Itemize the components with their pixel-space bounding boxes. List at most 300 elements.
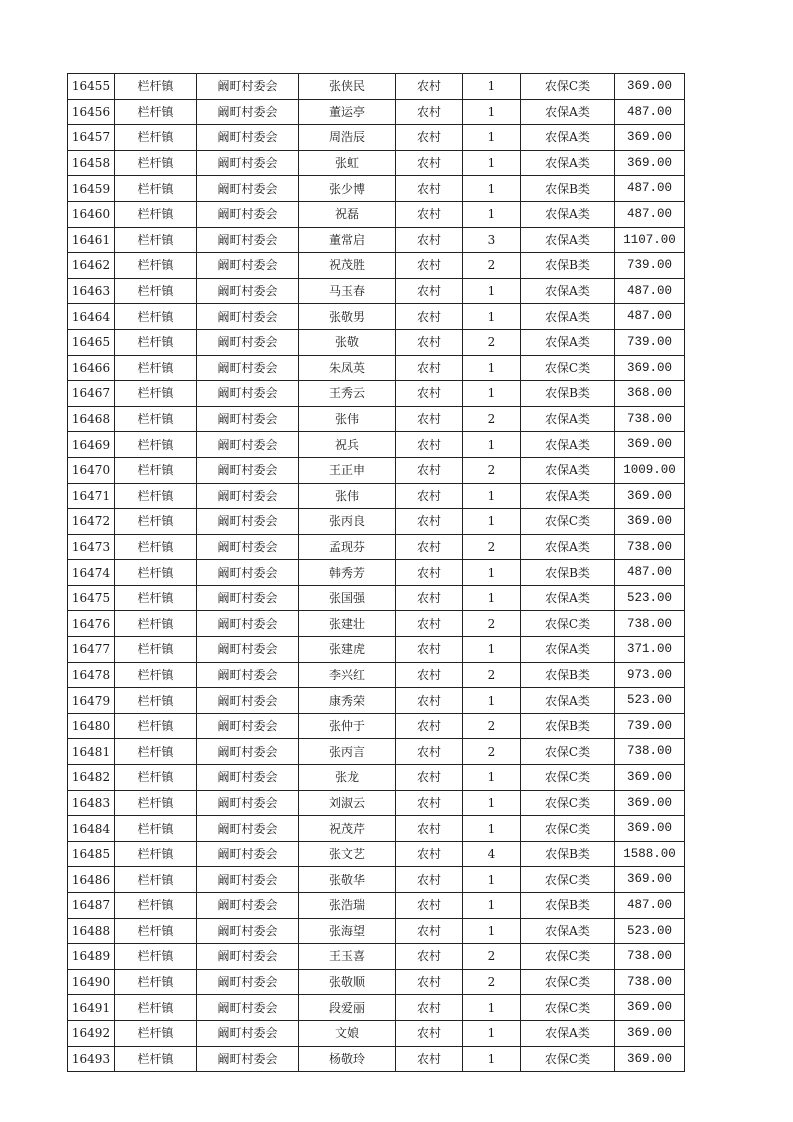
person-name-cell: 祝兵 — [299, 432, 396, 458]
village-committee-cell: 阚町村委会 — [197, 355, 299, 381]
record-id-cell: 16491 — [68, 995, 115, 1021]
residence-type-cell: 农村 — [396, 1020, 463, 1046]
record-id-cell: 16455 — [68, 74, 115, 100]
amount-cell: 1009.00 — [615, 457, 685, 483]
town-cell: 栏杆镇 — [115, 841, 197, 867]
table-row — [68, 969, 685, 995]
insurance-category-cell: 农保A类 — [521, 534, 615, 560]
record-id-cell: 16489 — [68, 944, 115, 970]
amount-cell: 369.00 — [615, 432, 685, 458]
insurance-category-cell: 农保A类 — [521, 304, 615, 330]
household-count-cell: 2 — [463, 662, 521, 688]
person-name-cell: 张少博 — [299, 176, 396, 202]
residence-type-cell: 农村 — [396, 585, 463, 611]
record-id-cell: 16480 — [68, 713, 115, 739]
record-id-cell: 16482 — [68, 765, 115, 791]
household-count-cell: 1 — [463, 688, 521, 714]
person-name-cell: 张虹 — [299, 150, 396, 176]
town-cell: 栏杆镇 — [115, 611, 197, 637]
town-cell: 栏杆镇 — [115, 765, 197, 791]
table-row — [68, 765, 685, 791]
amount-cell: 487.00 — [615, 893, 685, 919]
household-count-cell: 2 — [463, 969, 521, 995]
amount-cell: 738.00 — [615, 739, 685, 765]
residence-type-cell: 农村 — [396, 483, 463, 509]
table-row — [68, 534, 685, 560]
amount-cell: 738.00 — [615, 944, 685, 970]
residence-type-cell: 农村 — [396, 893, 463, 919]
household-count-cell: 1 — [463, 765, 521, 791]
residence-type-cell: 农村 — [396, 790, 463, 816]
person-name-cell: 康秀荣 — [299, 688, 396, 714]
household-count-cell: 3 — [463, 227, 521, 253]
record-id-cell: 16468 — [68, 406, 115, 432]
village-committee-cell: 阚町村委会 — [197, 483, 299, 509]
insurance-category-cell: 农保B类 — [521, 841, 615, 867]
person-name-cell: 董常启 — [299, 227, 396, 253]
village-committee-cell: 阚町村委会 — [197, 227, 299, 253]
amount-cell: 487.00 — [615, 278, 685, 304]
residence-type-cell: 农村 — [396, 969, 463, 995]
town-cell: 栏杆镇 — [115, 329, 197, 355]
table-row — [68, 227, 685, 253]
town-cell: 栏杆镇 — [115, 99, 197, 125]
household-count-cell: 1 — [463, 560, 521, 586]
insurance-category-cell: 农保A类 — [521, 406, 615, 432]
person-name-cell: 段爱丽 — [299, 995, 396, 1021]
residence-type-cell: 农村 — [396, 918, 463, 944]
insurance-category-cell: 农保B类 — [521, 253, 615, 279]
amount-cell: 738.00 — [615, 534, 685, 560]
record-id-cell: 16487 — [68, 893, 115, 919]
residence-type-cell: 农村 — [396, 713, 463, 739]
household-count-cell: 1 — [463, 483, 521, 509]
record-id-cell: 16488 — [68, 918, 115, 944]
insurance-category-cell: 农保C类 — [521, 1046, 615, 1072]
record-id-cell: 16479 — [68, 688, 115, 714]
table-row — [68, 406, 685, 432]
records-table-body — [68, 74, 685, 1072]
village-committee-cell: 阚町村委会 — [197, 534, 299, 560]
town-cell: 栏杆镇 — [115, 278, 197, 304]
table-row — [68, 1046, 685, 1072]
household-count-cell: 1 — [463, 1020, 521, 1046]
town-cell: 栏杆镇 — [115, 509, 197, 535]
residence-type-cell: 农村 — [396, 611, 463, 637]
insurance-category-cell: 农保C类 — [521, 355, 615, 381]
amount-cell: 369.00 — [615, 74, 685, 100]
village-committee-cell: 阚町村委会 — [197, 1046, 299, 1072]
insurance-category-cell: 农保A类 — [521, 483, 615, 509]
insurance-category-cell: 农保A类 — [521, 1020, 615, 1046]
residence-type-cell: 农村 — [396, 509, 463, 535]
household-count-cell: 1 — [463, 125, 521, 151]
household-count-cell: 1 — [463, 867, 521, 893]
household-count-cell: 2 — [463, 713, 521, 739]
amount-cell: 369.00 — [615, 125, 685, 151]
insurance-category-cell: 农保A类 — [521, 432, 615, 458]
insurance-category-cell: 农保A类 — [521, 227, 615, 253]
residence-type-cell: 农村 — [396, 150, 463, 176]
person-name-cell: 张敬顺 — [299, 969, 396, 995]
person-name-cell: 文娘 — [299, 1020, 396, 1046]
person-name-cell: 张敬华 — [299, 867, 396, 893]
insurance-category-cell: 农保C类 — [521, 765, 615, 791]
insurance-category-cell: 农保A类 — [521, 918, 615, 944]
person-name-cell: 张文艺 — [299, 841, 396, 867]
record-id-cell: 16470 — [68, 457, 115, 483]
person-name-cell: 张海望 — [299, 918, 396, 944]
person-name-cell: 张龙 — [299, 765, 396, 791]
household-count-cell: 1 — [463, 74, 521, 100]
amount-cell: 973.00 — [615, 662, 685, 688]
village-committee-cell: 阚町村委会 — [197, 765, 299, 791]
town-cell: 栏杆镇 — [115, 125, 197, 151]
residence-type-cell: 农村 — [396, 406, 463, 432]
record-id-cell: 16481 — [68, 739, 115, 765]
record-id-cell: 16459 — [68, 176, 115, 202]
person-name-cell: 祝茂胜 — [299, 253, 396, 279]
insurance-category-cell: 农保C类 — [521, 509, 615, 535]
village-committee-cell: 阚町村委会 — [197, 816, 299, 842]
insurance-category-cell: 农保A类 — [521, 150, 615, 176]
town-cell: 栏杆镇 — [115, 918, 197, 944]
town-cell: 栏杆镇 — [115, 432, 197, 458]
town-cell: 栏杆镇 — [115, 944, 197, 970]
table-row — [68, 1020, 685, 1046]
household-count-cell: 2 — [463, 534, 521, 560]
insurance-category-cell: 农保B类 — [521, 560, 615, 586]
amount-cell: 369.00 — [615, 1020, 685, 1046]
town-cell: 栏杆镇 — [115, 867, 197, 893]
table-row — [68, 125, 685, 151]
household-count-cell: 1 — [463, 509, 521, 535]
household-count-cell: 1 — [463, 278, 521, 304]
town-cell: 栏杆镇 — [115, 483, 197, 509]
village-committee-cell: 阚町村委会 — [197, 893, 299, 919]
insurance-category-cell: 农保A类 — [521, 688, 615, 714]
amount-cell: 369.00 — [615, 150, 685, 176]
record-id-cell: 16477 — [68, 637, 115, 663]
record-id-cell: 16465 — [68, 329, 115, 355]
table-row — [68, 637, 685, 663]
town-cell: 栏杆镇 — [115, 1046, 197, 1072]
village-committee-cell: 阚町村委会 — [197, 509, 299, 535]
residence-type-cell: 农村 — [396, 304, 463, 330]
town-cell: 栏杆镇 — [115, 969, 197, 995]
record-id-cell: 16476 — [68, 611, 115, 637]
household-count-cell: 1 — [463, 201, 521, 227]
table-row — [68, 278, 685, 304]
amount-cell: 368.00 — [615, 381, 685, 407]
record-id-cell: 16471 — [68, 483, 115, 509]
record-id-cell: 16463 — [68, 278, 115, 304]
insurance-category-cell: 农保C类 — [521, 867, 615, 893]
town-cell: 栏杆镇 — [115, 534, 197, 560]
residence-type-cell: 农村 — [396, 329, 463, 355]
residence-type-cell: 农村 — [396, 560, 463, 586]
household-count-cell: 1 — [463, 355, 521, 381]
insurance-category-cell: 农保B类 — [521, 662, 615, 688]
village-committee-cell: 阚町村委会 — [197, 278, 299, 304]
person-name-cell: 王秀云 — [299, 381, 396, 407]
person-name-cell: 张丙言 — [299, 739, 396, 765]
record-id-cell: 16461 — [68, 227, 115, 253]
village-committee-cell: 阚町村委会 — [197, 688, 299, 714]
person-name-cell: 张敬 — [299, 329, 396, 355]
household-count-cell: 2 — [463, 611, 521, 637]
amount-cell: 369.00 — [615, 816, 685, 842]
household-count-cell: 1 — [463, 816, 521, 842]
record-id-cell: 16478 — [68, 662, 115, 688]
amount-cell: 487.00 — [615, 304, 685, 330]
insurance-category-cell: 农保A类 — [521, 201, 615, 227]
table-row — [68, 253, 685, 279]
amount-cell: 523.00 — [615, 688, 685, 714]
town-cell: 栏杆镇 — [115, 253, 197, 279]
person-name-cell: 周浩辰 — [299, 125, 396, 151]
record-id-cell: 16456 — [68, 99, 115, 125]
record-id-cell: 16472 — [68, 509, 115, 535]
insurance-category-cell: 农保C类 — [521, 74, 615, 100]
insurance-category-cell: 农保C类 — [521, 790, 615, 816]
amount-cell: 369.00 — [615, 1046, 685, 1072]
village-committee-cell: 阚町村委会 — [197, 662, 299, 688]
town-cell: 栏杆镇 — [115, 176, 197, 202]
household-count-cell: 2 — [463, 457, 521, 483]
village-committee-cell: 阚町村委会 — [197, 713, 299, 739]
household-count-cell: 1 — [463, 381, 521, 407]
person-name-cell: 马玉春 — [299, 278, 396, 304]
record-id-cell: 16483 — [68, 790, 115, 816]
table-row — [68, 560, 685, 586]
residence-type-cell: 农村 — [396, 457, 463, 483]
table-row — [68, 918, 685, 944]
table-row — [68, 304, 685, 330]
residence-type-cell: 农村 — [396, 201, 463, 227]
person-name-cell: 张伟 — [299, 483, 396, 509]
table-row — [68, 790, 685, 816]
record-id-cell: 16485 — [68, 841, 115, 867]
table-row — [68, 509, 685, 535]
amount-cell: 1588.00 — [615, 841, 685, 867]
table-row — [68, 329, 685, 355]
town-cell: 栏杆镇 — [115, 355, 197, 381]
village-committee-cell: 阚町村委会 — [197, 99, 299, 125]
village-committee-cell: 阚町村委会 — [197, 329, 299, 355]
insurance-category-cell: 农保A类 — [521, 125, 615, 151]
insurance-category-cell: 农保C类 — [521, 969, 615, 995]
amount-cell: 369.00 — [615, 790, 685, 816]
household-count-cell: 2 — [463, 253, 521, 279]
household-count-cell: 1 — [463, 304, 521, 330]
person-name-cell: 张建壮 — [299, 611, 396, 637]
insurance-category-cell: 农保C类 — [521, 611, 615, 637]
village-committee-cell: 阚町村委会 — [197, 841, 299, 867]
village-committee-cell: 阚町村委会 — [197, 253, 299, 279]
record-id-cell: 16466 — [68, 355, 115, 381]
household-count-cell: 1 — [463, 918, 521, 944]
person-name-cell: 王玉喜 — [299, 944, 396, 970]
insurance-category-cell: 农保B类 — [521, 176, 615, 202]
person-name-cell: 刘淑云 — [299, 790, 396, 816]
table-row — [68, 74, 685, 100]
town-cell: 栏杆镇 — [115, 790, 197, 816]
household-count-cell: 1 — [463, 176, 521, 202]
household-count-cell: 1 — [463, 995, 521, 1021]
amount-cell: 523.00 — [615, 918, 685, 944]
town-cell: 栏杆镇 — [115, 713, 197, 739]
table-row — [68, 381, 685, 407]
person-name-cell: 张仲于 — [299, 713, 396, 739]
table-row — [68, 611, 685, 637]
record-id-cell: 16492 — [68, 1020, 115, 1046]
table-row — [68, 432, 685, 458]
village-committee-cell: 阚町村委会 — [197, 304, 299, 330]
amount-cell: 369.00 — [615, 509, 685, 535]
person-name-cell: 杨敬玲 — [299, 1046, 396, 1072]
village-committee-cell: 阚町村委会 — [197, 969, 299, 995]
record-id-cell: 16475 — [68, 585, 115, 611]
table-row — [68, 662, 685, 688]
residence-type-cell: 农村 — [396, 841, 463, 867]
insurance-category-cell: 农保C类 — [521, 995, 615, 1021]
village-committee-cell: 阚町村委会 — [197, 125, 299, 151]
record-id-cell: 16486 — [68, 867, 115, 893]
amount-cell: 523.00 — [615, 585, 685, 611]
insurance-category-cell: 农保A类 — [521, 637, 615, 663]
household-count-cell: 1 — [463, 585, 521, 611]
household-count-cell: 1 — [463, 790, 521, 816]
household-count-cell: 1 — [463, 893, 521, 919]
record-id-cell: 16473 — [68, 534, 115, 560]
amount-cell: 738.00 — [615, 406, 685, 432]
person-name-cell: 张侠民 — [299, 74, 396, 100]
person-name-cell: 孟现芬 — [299, 534, 396, 560]
residence-type-cell: 农村 — [396, 765, 463, 791]
amount-cell: 369.00 — [615, 483, 685, 509]
person-name-cell: 王正申 — [299, 457, 396, 483]
household-count-cell: 4 — [463, 841, 521, 867]
insurance-category-cell: 农保A类 — [521, 278, 615, 304]
insurance-category-cell: 农保C类 — [521, 944, 615, 970]
household-count-cell: 2 — [463, 739, 521, 765]
person-name-cell: 张伟 — [299, 406, 396, 432]
amount-cell: 487.00 — [615, 560, 685, 586]
household-count-cell: 1 — [463, 637, 521, 663]
residence-type-cell: 农村 — [396, 944, 463, 970]
town-cell: 栏杆镇 — [115, 995, 197, 1021]
residence-type-cell: 农村 — [396, 176, 463, 202]
record-id-cell: 16460 — [68, 201, 115, 227]
household-count-cell: 1 — [463, 150, 521, 176]
household-count-cell: 2 — [463, 406, 521, 432]
table-row — [68, 176, 685, 202]
amount-cell: 738.00 — [615, 969, 685, 995]
record-id-cell: 16490 — [68, 969, 115, 995]
village-committee-cell: 阚町村委会 — [197, 611, 299, 637]
table-row — [68, 841, 685, 867]
insurance-category-cell: 农保B类 — [521, 381, 615, 407]
insurance-category-cell: 农保B类 — [521, 713, 615, 739]
residence-type-cell: 农村 — [396, 816, 463, 842]
person-name-cell: 朱凤英 — [299, 355, 396, 381]
table-row — [68, 99, 685, 125]
residence-type-cell: 农村 — [396, 278, 463, 304]
village-committee-cell: 阚町村委会 — [197, 406, 299, 432]
town-cell: 栏杆镇 — [115, 304, 197, 330]
amount-cell: 369.00 — [615, 765, 685, 791]
village-committee-cell: 阚町村委会 — [197, 150, 299, 176]
table-row — [68, 457, 685, 483]
village-committee-cell: 阚町村委会 — [197, 944, 299, 970]
residence-type-cell: 农村 — [396, 125, 463, 151]
residence-type-cell: 农村 — [396, 662, 463, 688]
residence-type-cell: 农村 — [396, 739, 463, 765]
record-id-cell: 16462 — [68, 253, 115, 279]
residence-type-cell: 农村 — [396, 637, 463, 663]
town-cell: 栏杆镇 — [115, 816, 197, 842]
insurance-category-cell: 农保A类 — [521, 329, 615, 355]
table-row — [68, 150, 685, 176]
person-name-cell: 李兴红 — [299, 662, 396, 688]
record-id-cell: 16458 — [68, 150, 115, 176]
town-cell: 栏杆镇 — [115, 74, 197, 100]
town-cell: 栏杆镇 — [115, 457, 197, 483]
amount-cell: 739.00 — [615, 253, 685, 279]
town-cell: 栏杆镇 — [115, 150, 197, 176]
amount-cell: 371.00 — [615, 637, 685, 663]
village-committee-cell: 阚町村委会 — [197, 585, 299, 611]
town-cell: 栏杆镇 — [115, 585, 197, 611]
insurance-category-cell: 农保A类 — [521, 585, 615, 611]
table-row — [68, 713, 685, 739]
table-row — [68, 995, 685, 1021]
table-row — [68, 739, 685, 765]
residence-type-cell: 农村 — [396, 1046, 463, 1072]
record-id-cell: 16467 — [68, 381, 115, 407]
residence-type-cell: 农村 — [396, 534, 463, 560]
table-row — [68, 944, 685, 970]
town-cell: 栏杆镇 — [115, 227, 197, 253]
residence-type-cell: 农村 — [396, 995, 463, 1021]
insurance-category-cell: 农保B类 — [521, 893, 615, 919]
person-name-cell: 韩秀芳 — [299, 560, 396, 586]
village-committee-cell: 阚町村委会 — [197, 432, 299, 458]
residence-type-cell: 农村 — [396, 432, 463, 458]
person-name-cell: 祝茂芹 — [299, 816, 396, 842]
household-count-cell: 1 — [463, 99, 521, 125]
record-id-cell: 16474 — [68, 560, 115, 586]
person-name-cell: 董运亭 — [299, 99, 396, 125]
village-committee-cell: 阚町村委会 — [197, 176, 299, 202]
residence-type-cell: 农村 — [396, 227, 463, 253]
residence-type-cell: 农村 — [396, 74, 463, 100]
village-committee-cell: 阚町村委会 — [197, 637, 299, 663]
table-row — [68, 201, 685, 227]
amount-cell: 487.00 — [615, 99, 685, 125]
person-name-cell: 张敬男 — [299, 304, 396, 330]
village-committee-cell: 阚町村委会 — [197, 790, 299, 816]
amount-cell: 369.00 — [615, 867, 685, 893]
residence-type-cell: 农村 — [396, 253, 463, 279]
insurance-category-cell: 农保A类 — [521, 99, 615, 125]
village-committee-cell: 阚町村委会 — [197, 918, 299, 944]
residence-type-cell: 农村 — [396, 355, 463, 381]
amount-cell: 738.00 — [615, 611, 685, 637]
household-count-cell: 1 — [463, 432, 521, 458]
household-count-cell: 1 — [463, 1046, 521, 1072]
